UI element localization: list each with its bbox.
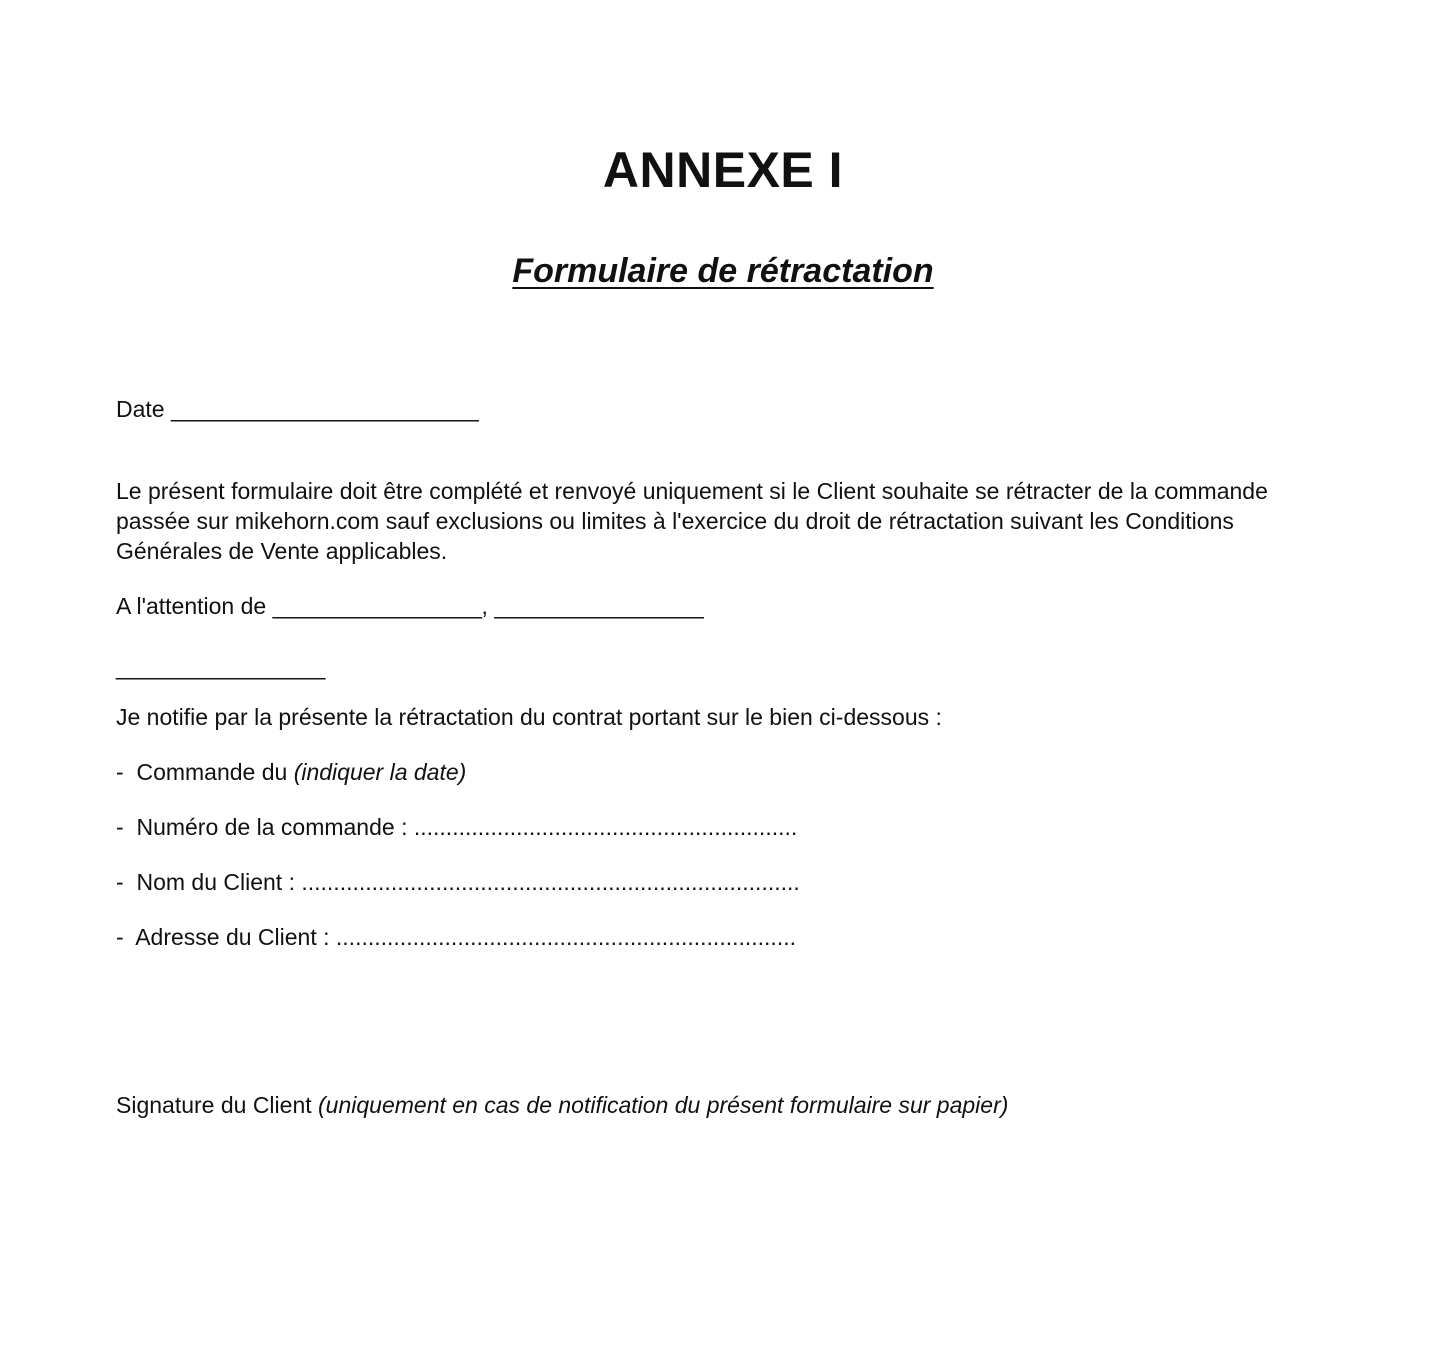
page-title: ANNEXE I xyxy=(602,142,844,198)
list-item-label: Nom du Client : xyxy=(136,869,295,895)
list-item xyxy=(116,812,797,842)
list-item xyxy=(116,867,800,897)
list-bullet: - xyxy=(116,869,124,895)
list-item xyxy=(116,757,466,787)
list-item-hint: (indiquer la date) xyxy=(293,759,467,785)
list-bullet: - xyxy=(116,759,124,785)
list-item-dots: .............................................................................. xyxy=(301,869,800,895)
signature-hint: (uniquement en cas de notification du présent formulaire sur papier) xyxy=(318,1092,1009,1118)
date-label: Date xyxy=(116,396,165,422)
list-item-dots: ............................................................ xyxy=(413,814,798,840)
list-bullet: - xyxy=(116,924,124,950)
list-item-dots: ........................................................................ xyxy=(335,924,796,950)
list-item-label: Commande du xyxy=(136,759,288,785)
intro-paragraph: Le présent formulaire doit être complété et renvoyé uniquement si le Client souhaite se rétracter de la commande passée sur mikehorn.com sauf exclusions ou limites à l'exercice du droit de rétractation suivant les Conditions Générales de Vente applicables. xyxy=(116,478,1268,564)
list-item-label: Numéro de la commande : xyxy=(136,814,408,840)
list-item-label: Adresse du Client : xyxy=(135,924,330,950)
attention-blank-1: _________________ xyxy=(272,593,482,619)
attention-separator: , xyxy=(481,593,488,619)
date-blank: _________________________ xyxy=(170,396,479,422)
attention-blank-2: _________________ xyxy=(494,593,704,619)
form-subtitle: Formulaire de rétractation xyxy=(512,252,934,290)
notify-text: Je notifie par la présente la rétractation du contrat portant sur le bien ci-dessous : xyxy=(116,704,942,730)
date-line xyxy=(116,394,478,424)
attention-label: A l'attention de xyxy=(116,593,267,619)
address-blank: _________________ xyxy=(116,654,325,680)
list-item xyxy=(116,922,796,952)
signature-label: Signature du Client xyxy=(116,1092,312,1118)
signature-line xyxy=(116,1090,1008,1120)
attention-line xyxy=(116,591,703,621)
list-bullet: - xyxy=(116,814,124,840)
